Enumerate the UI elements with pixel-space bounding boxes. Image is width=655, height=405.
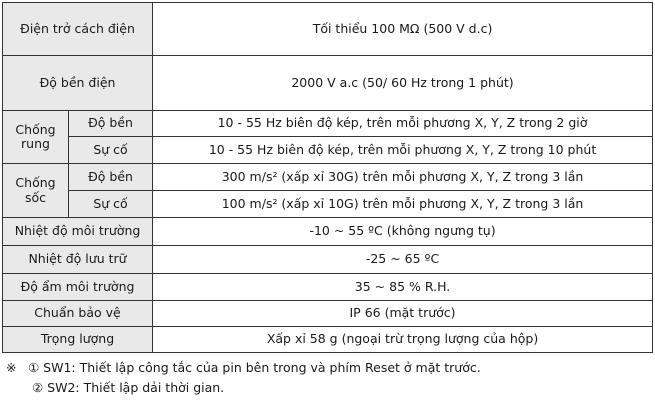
vibration-durability-label: Độ bền	[69, 111, 153, 137]
ambient-humidity-label: Độ ẩm môi trường	[3, 274, 153, 301]
dielectric-strength-value: 2000 V a.c (50/ 60 Hz trong 1 phút)	[153, 56, 653, 111]
vibration-malfunction-label: Sự cố	[69, 137, 153, 164]
table-row	[3, 218, 653, 246]
reference-mark: ※	[6, 360, 17, 375]
table-row	[3, 3, 653, 56]
vibration-label: Chống rung	[3, 111, 69, 164]
insulation-resistance-value: Tối thiểu 100 MΩ (500 V d.c)	[153, 3, 653, 56]
table-row	[3, 137, 653, 164]
ambient-temperature-label: Nhiệt độ môi trường	[3, 218, 153, 246]
table-row	[3, 274, 653, 301]
shock-label: Chống sốc	[3, 164, 69, 218]
table-row	[3, 327, 653, 353]
footnote-sw2: ② SW2: Thiết lập dải thời gian.	[32, 380, 225, 395]
footnote-line	[6, 358, 481, 378]
shock-durability-value: 300 m/s² (xấp xỉ 30G) trên mỗi phương X, Y, Z trong 3 lần	[153, 164, 653, 191]
footnote-sw1: ① SW1: Thiết lập công tắc của pin bên trong và phím Reset ở mặt trước.	[28, 360, 481, 375]
ambient-temperature-value: -10 ~ 55 ºC (không ngưng tụ)	[153, 218, 653, 246]
shock-durability-label: Độ bền	[69, 164, 153, 191]
protection-label: Chuẩn bảo vệ	[3, 301, 153, 327]
weight-label: Trọng lượng	[3, 327, 153, 353]
specifications-table	[2, 2, 653, 353]
dielectric-strength-label: Độ bền điện	[3, 56, 153, 111]
table-row	[3, 111, 653, 137]
storage-temperature-value: -25 ~ 65 ºC	[153, 246, 653, 274]
ambient-humidity-value: 35 ~ 85 % R.H.	[153, 274, 653, 301]
insulation-resistance-label: Điện trở cách điện	[3, 3, 153, 56]
table-row	[3, 191, 653, 218]
shock-malfunction-value: 100 m/s² (xấp xỉ 10G) trên mỗi phương X, Y, Z trong 3 lần	[153, 191, 653, 218]
vibration-durability-value: 10 - 55 Hz biên độ kép, trên mỗi phương X, Y, Z trong 2 giờ	[153, 111, 653, 137]
footnotes	[6, 358, 481, 398]
vibration-malfunction-value: 10 - 55 Hz biên độ kép, trên mỗi phương X, Y, Z trong 10 phút	[153, 137, 653, 164]
storage-temperature-label: Nhiệt độ lưu trữ	[3, 246, 153, 274]
weight-value: Xấp xỉ 58 g (ngoại trừ trọng lượng của hộp)	[153, 327, 653, 353]
table-row	[3, 164, 653, 191]
table-row	[3, 301, 653, 327]
table-row	[3, 56, 653, 111]
table-row	[3, 246, 653, 274]
protection-value: IP 66 (mặt trước)	[153, 301, 653, 327]
shock-malfunction-label: Sự cố	[69, 191, 153, 218]
